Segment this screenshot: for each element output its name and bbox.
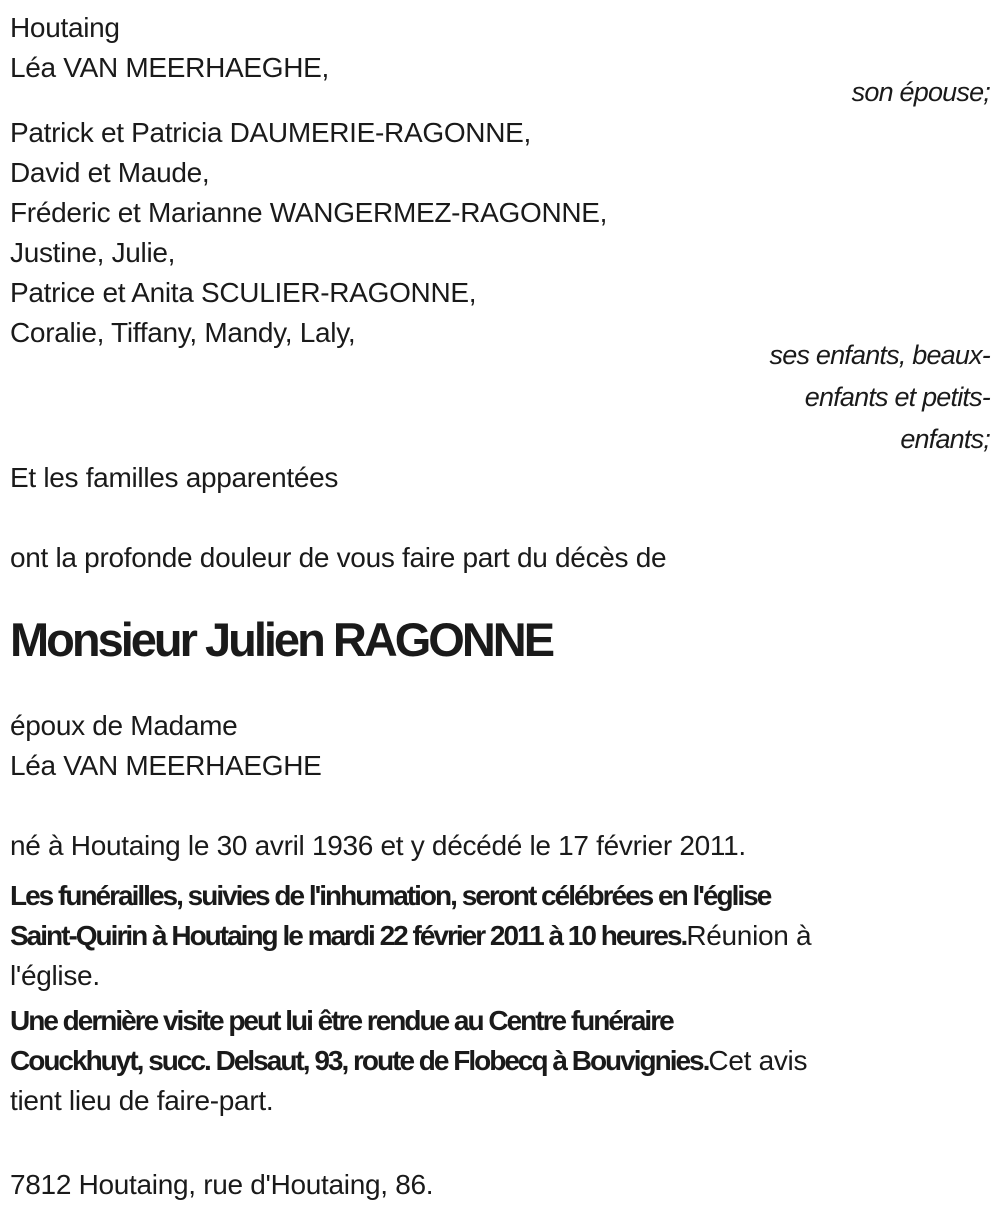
spouse-of-block <box>10 706 990 786</box>
funeral-line <box>10 876 990 916</box>
family-role-line: enfants et petits- <box>804 382 990 412</box>
spouse-name: Léa VAN MEERHAEGHE, <box>10 52 329 83</box>
announcement-line: ont la profonde douleur de vous faire part du décès de <box>10 542 667 573</box>
visit-line <box>10 1041 990 1081</box>
funeral-details-paragraph <box>10 876 990 996</box>
visit-line <box>10 1001 990 1041</box>
funeral-bold-text: Les funérailles, suivies de l'inhumation, seront célébrées en l'église <box>10 880 771 911</box>
spouse-of-line: époux de Madame <box>10 710 238 741</box>
family-role-line: ses enfants, beaux- <box>769 340 990 370</box>
visit-line <box>10 1081 990 1121</box>
city-line: Houtaing <box>10 12 120 43</box>
funeral-bold-text: Saint-Quirin à Houtaing le mardi 22 février 2011 à 10 heures. <box>10 920 687 951</box>
spouse-of-line: Léa VAN MEERHAEGHE <box>10 750 322 781</box>
funeral-regular-text: Réunion à <box>686 920 812 951</box>
family-name-line: Justine, Julie, <box>10 237 176 268</box>
family-name-line: Coralie, Tiffany, Mandy, Laly, <box>10 317 356 348</box>
family-name-line: Patrick et Patricia DAUMERIE-RAGONNE, <box>10 117 531 148</box>
spouse-role-note: son épouse; <box>851 77 990 107</box>
related-families-line: Et les familles apparentées <box>10 462 339 493</box>
life-dates-line: né à Houtaing le 30 avril 1936 et y décédé le 17 février 2011. <box>10 830 746 861</box>
visit-bold-text: Une dernière visite peut lui être rendue au Centre funéraire <box>10 1005 673 1036</box>
visit-regular-text: Cet avis <box>708 1045 808 1076</box>
address-line: 7812 Houtaing, rue d'Houtaing, 86. <box>10 1169 434 1200</box>
last-visit-paragraph <box>10 1001 990 1121</box>
funeral-line <box>10 916 990 956</box>
family-role-line: enfants; <box>900 424 990 454</box>
funeral-regular-text: l'église. <box>10 960 100 991</box>
funeral-line <box>10 956 990 996</box>
family-names-list <box>10 113 990 353</box>
family-name-line: David et Maude, <box>10 157 210 188</box>
visit-bold-text: Couckhuyt, succ. Delsaut, 93, route de Flobecq à Bouvignies. <box>10 1045 709 1076</box>
deceased-name-heading: Monsieur Julien RAGONNE <box>10 613 553 666</box>
family-name-line: Patrice et Anita SCULIER-RAGONNE, <box>10 277 477 308</box>
visit-regular-text: tient lieu de faire-part. <box>10 1085 274 1116</box>
family-name-line: Fréderic et Marianne WANGERMEZ-RAGONNE, <box>10 197 608 228</box>
